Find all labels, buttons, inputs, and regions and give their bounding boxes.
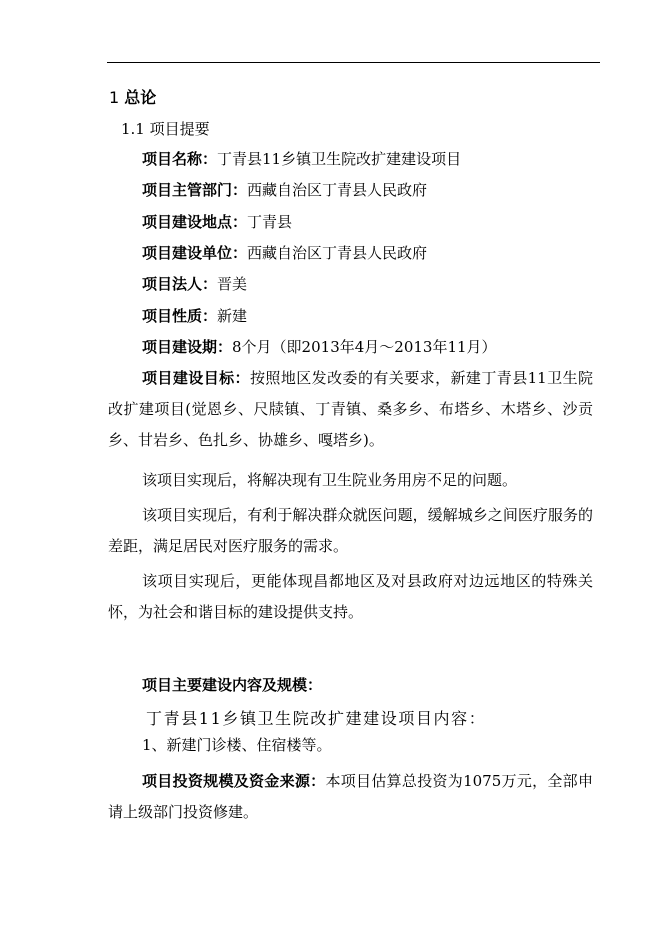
field-label: 项目名称： bbox=[142, 150, 218, 168]
paragraph: 该项目实现后，将解决现有卫生院业务用房不足的问题。 bbox=[142, 471, 518, 489]
investment-label: 项目投资规模及资金来源： bbox=[142, 772, 326, 790]
subsection-heading bbox=[121, 114, 210, 145]
field-value: 8个月（即2013年4月～2013年11月） bbox=[232, 338, 497, 356]
content-line: 丁青县11乡镇卫生院改扩建建设项目内容： bbox=[146, 709, 487, 728]
goal-label: 项目建设目标： bbox=[142, 369, 250, 387]
field-label: 项目建设单位： bbox=[142, 244, 248, 262]
investment-paragraph bbox=[108, 766, 593, 828]
field-label: 项目法人： bbox=[142, 275, 218, 293]
field-label: 项目建设地点： bbox=[142, 213, 248, 231]
paragraph: 该项目实现后，更能体现昌都地区及对县政府对边远地区的特殊关怀，为社会和谐目标的建设提供支持。 bbox=[108, 572, 593, 621]
subsection-number: 1.1 bbox=[121, 120, 145, 138]
field-authority bbox=[142, 175, 427, 206]
goal-paragraph bbox=[108, 363, 593, 456]
field-label: 项目建设期： bbox=[142, 338, 233, 356]
content-item: 1、新建门诊楼、住宿楼等。 bbox=[142, 736, 332, 754]
field-label: 项目主管部门： bbox=[142, 181, 248, 199]
field-value: 新建 bbox=[217, 307, 248, 325]
field-value: 丁青县 bbox=[247, 213, 293, 231]
section-title: 总论 bbox=[124, 88, 157, 107]
subsection-title: 项目提要 bbox=[149, 120, 210, 138]
field-value: 西藏自治区丁青县人民政府 bbox=[247, 244, 428, 262]
field-period bbox=[142, 332, 497, 363]
section-heading bbox=[109, 82, 156, 113]
field-project-name bbox=[142, 144, 461, 175]
field-location bbox=[142, 207, 292, 238]
content-heading-text: 项目主要建设内容及规模： bbox=[142, 676, 323, 694]
field-label: 项目性质： bbox=[142, 307, 218, 325]
field-value: 丁青县11乡镇卫生院改扩建建设项目 bbox=[217, 150, 462, 168]
content-heading bbox=[142, 670, 322, 701]
field-builder bbox=[142, 238, 427, 269]
field-value: 西藏自治区丁青县人民政府 bbox=[247, 181, 428, 199]
paragraph: 该项目实现后，有利于解决群众就医问题，缓解城乡之间医疗服务的差距，满足居民对医疗服务的需求。 bbox=[108, 506, 593, 555]
header-rule bbox=[107, 62, 600, 63]
section-number: 1 bbox=[109, 88, 120, 107]
field-value: 晋美 bbox=[217, 275, 248, 293]
field-legal-person bbox=[142, 269, 247, 300]
goal-text: 按照地区发改委的有关要求，新建丁青县11卫生院改扩建项目(觉恩乡、尺牍镇、丁青镇、桑多乡、布塔乡、木塔乡、沙贡乡、甘岩乡、色扎乡、协雄乡、嘎塔乡)。 bbox=[108, 369, 593, 449]
investment-text: 本项目估算总投资为1075万元，全部申请上级部门投资修建。 bbox=[108, 772, 593, 821]
field-nature bbox=[142, 301, 247, 332]
